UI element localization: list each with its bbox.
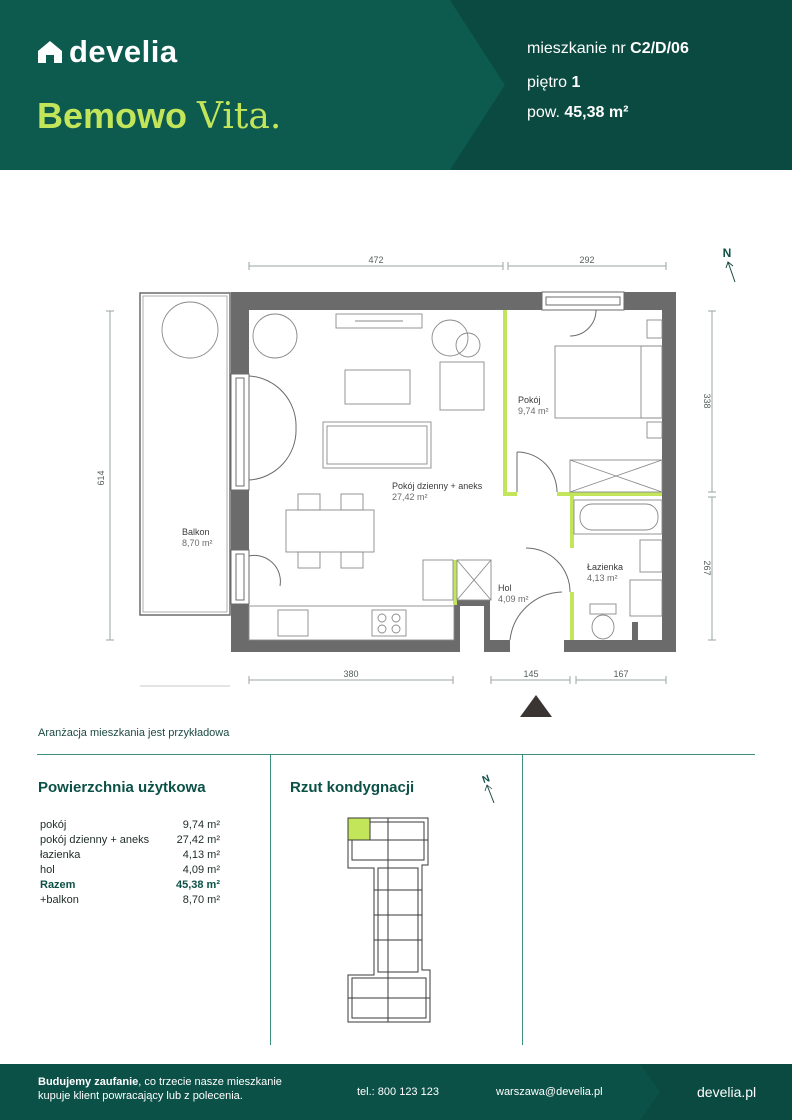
- table-row: pokój dzienny + aneks 27,42 m²: [40, 834, 220, 846]
- svg-text:145: 145: [523, 669, 539, 679]
- floor-number: piętro 1: [527, 74, 581, 91]
- svg-text:380: 380: [343, 669, 359, 679]
- footer-email[interactable]: warszawa@develia.pl: [496, 1086, 603, 1098]
- table-row: +balkon 8,70 m²: [40, 894, 220, 906]
- wall-openings: [231, 292, 624, 604]
- usable-area-title: Powierzchnia użytkowa: [38, 779, 206, 796]
- svg-text:292: 292: [579, 255, 595, 265]
- column-divider: [270, 755, 271, 1045]
- windows: [231, 292, 624, 604]
- key-plan-compass: [481, 773, 494, 803]
- door-swings: [249, 310, 596, 640]
- svg-text:Pokój: Pokój: [518, 395, 541, 405]
- project-name: Bemowo Vita.: [37, 95, 282, 137]
- brand-name: develia: [69, 34, 178, 69]
- column-divider: [522, 755, 523, 1045]
- svg-text:Balkon: Balkon: [182, 527, 210, 537]
- apartment-highlight: [348, 818, 370, 840]
- section-divider: [37, 754, 755, 755]
- footer-phone[interactable]: tel.: 800 123 123: [357, 1086, 439, 1098]
- svg-text:167: 167: [613, 669, 629, 679]
- table-row-total: Razem 45,38 m²: [40, 879, 220, 891]
- svg-text:Pokój dzienny + aneks: Pokój dzienny + aneks: [392, 481, 483, 491]
- table-row: łazienka 4,13 m²: [40, 849, 220, 861]
- table-row: hol 4,09 m²: [40, 864, 220, 876]
- accent-walls: [453, 310, 662, 640]
- building-outline: [348, 818, 430, 1022]
- svg-text:472: 472: [368, 255, 384, 265]
- footer-slogan: Budujemy zaufanie, co trzecie nasze mieszkanie kupuje klient powracający lub z polecenia.: [38, 1076, 282, 1102]
- area-table: [40, 818, 220, 908]
- arrangement-note: Aranżacja mieszkania jest przykładowa: [38, 727, 230, 739]
- header-shading: [0, 0, 792, 170]
- svg-text:8,70 m²: 8,70 m²: [182, 538, 213, 548]
- apartment-area: pow. 45,38 m²: [527, 104, 629, 121]
- svg-text:338: 338: [702, 393, 712, 409]
- north-compass: [723, 246, 735, 282]
- floor-plan-title: Rzut kondygnacji: [290, 779, 415, 796]
- svg-text:N: N: [722, 246, 732, 260]
- develia-logo: [37, 36, 178, 67]
- svg-text:27,42 m²: 27,42 m²: [392, 492, 428, 502]
- svg-text:N: N: [480, 773, 492, 787]
- building-key-plan: [340, 770, 510, 1030]
- balcony: [140, 293, 230, 686]
- header-banner: [0, 0, 792, 170]
- table-row: pokój 9,74 m²: [40, 819, 220, 831]
- svg-text:9,74 m²: 9,74 m²: [518, 406, 549, 416]
- entrance-arrow-icon: [520, 695, 552, 717]
- svg-text:Łazienka: Łazienka: [587, 562, 624, 572]
- footer: [0, 1064, 792, 1120]
- svg-text:267: 267: [702, 560, 712, 576]
- footer-website[interactable]: develia.pl: [697, 1084, 757, 1100]
- svg-text:4,09 m²: 4,09 m²: [498, 594, 529, 604]
- svg-text:4,13 m²: 4,13 m²: [587, 573, 618, 583]
- svg-text:Hol: Hol: [498, 583, 512, 593]
- apartment-number: mieszkanie nr C2/D/06: [527, 40, 689, 57]
- apartment-floor-plan: [0, 170, 792, 730]
- house-icon: [37, 40, 63, 64]
- svg-text:614: 614: [96, 470, 106, 486]
